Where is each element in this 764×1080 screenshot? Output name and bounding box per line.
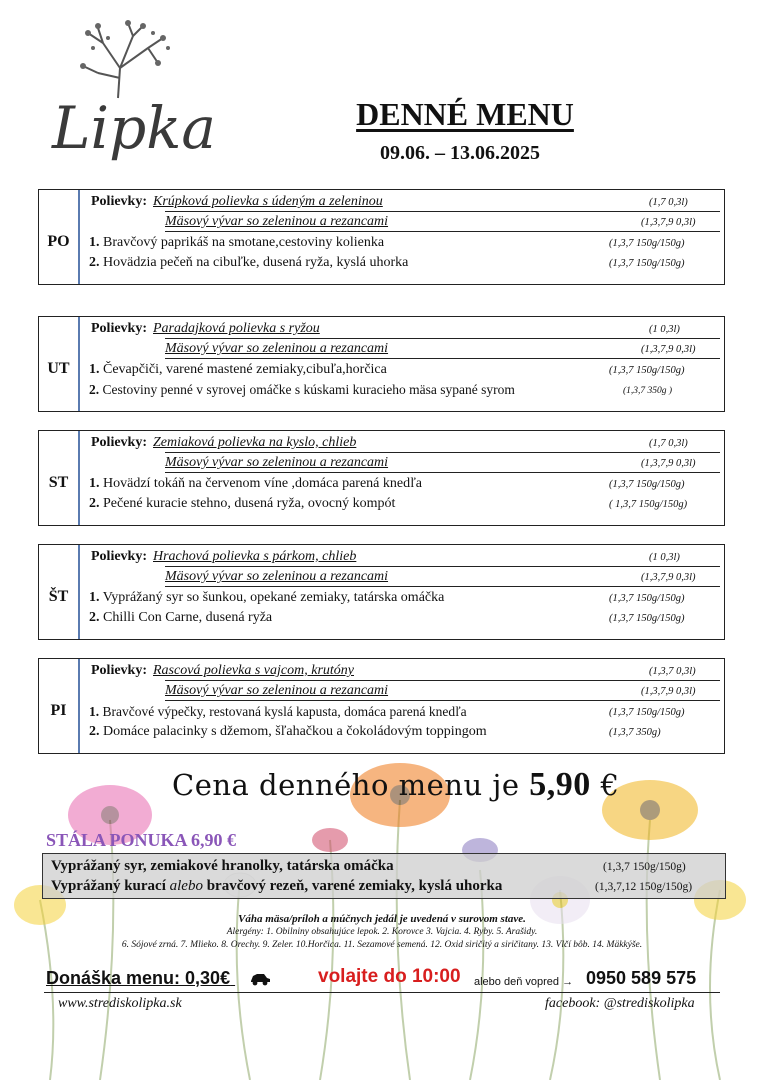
soup-1: Rascová polievka s vajcom, krutóny [153, 663, 354, 678]
dish-row-1 [89, 235, 384, 251]
dish-1: Bravčový paprikáš na smotane,cestoviny kolienka [103, 235, 385, 250]
delivery-text: Donáška menu: 0,30€ [46, 968, 231, 988]
day-label: PI [50, 702, 67, 719]
soup-row-2 [165, 214, 388, 230]
delivery-price [46, 968, 271, 989]
day-block [38, 658, 725, 754]
dish-row-1 [89, 704, 467, 720]
dish-1: Vyprážaný syr so šunkou, opekané zemiaky, tatárska omáčka [102, 590, 445, 605]
soup-label: Polievky: [91, 663, 147, 678]
dish-2: Hovädzia pečeň na cibuľke, dusená ryža, kyslá uhorka [103, 255, 409, 270]
dish-2-number: 2. [89, 255, 100, 270]
soup-2-allergens: (1,3,7,9 0,3l) [641, 572, 696, 583]
day-label: UT [47, 360, 70, 377]
dish-row-1 [89, 590, 444, 606]
soup-underline [165, 211, 720, 212]
soup-underline [165, 680, 720, 681]
day-label: ST [48, 474, 69, 491]
soup-1: Hrachová polievka s párkom, chlieb [153, 549, 357, 564]
call-deadline: volajte do 10:00 [318, 966, 461, 987]
day-divider [78, 317, 80, 411]
soup-label: Polievky: [91, 321, 147, 336]
day-divider [78, 659, 80, 753]
soup-row-1 [91, 194, 383, 210]
soup-underline [165, 700, 720, 701]
price-text: Cena denného menu je [172, 768, 520, 802]
soup-1-allergens: (1 0,3l) [649, 552, 680, 563]
soup-row-2 [165, 455, 388, 471]
menu-price-line [172, 766, 619, 804]
call-advance: alebo deň vopred → [474, 976, 574, 988]
dish-1-number: 1. [89, 476, 100, 491]
stala-ponuka-box [42, 853, 726, 899]
stala-item-2 [51, 878, 502, 895]
stala-item-2-part-a: Vyprážaný kurací [51, 878, 166, 894]
soup-2-allergens: (1,3,7,9 0,3l) [641, 686, 696, 697]
soup-2: Mäsový vývar so zeleninou a rezancami [165, 455, 389, 470]
stala-item-1: Vyprážaný syr, zemiakové hranolky, tatárska omáčka [51, 858, 394, 874]
stala-ponuka-title: STÁLA PONUKA 6,90 € [46, 830, 237, 850]
allergen-list-2: 6. Sójové zrná. 7. Mlieko. 8. Orechy. 9. Zeler. 10.Horčica. 11. Sezamové semená. 12. Oxid siričitý a siričitany. 13. Vlčí bôb. 14. Mäkkýše. [121, 940, 643, 950]
dish-2-allergens: (1,3,7 150g/150g) [609, 258, 685, 269]
dish-1-number: 1. [89, 235, 100, 250]
allergen-list-1: Alergény: 1. Obilniny obsahujúce lepok. 2. Korovce 3. Vajcia. 4. Ryby. 5. Arašidy. [226, 927, 538, 937]
weight-note: Váha mäsa/príloh a múčnych jedál je uvedená v surovom stave. [238, 913, 526, 925]
soup-label: Polievky: [91, 435, 147, 450]
stala-item-1-allergens: (1,3,7 150g/150g) [603, 861, 686, 873]
dish-row-1 [89, 362, 387, 378]
dish-2-number: 2. [89, 496, 100, 511]
soup-2-allergens: (1,3,7,9 0,3l) [641, 458, 696, 469]
dish-row-2 [89, 724, 487, 740]
soup-underline [165, 231, 720, 232]
dish-1-number: 1. [89, 362, 100, 377]
dish-2-number: 2. [89, 382, 100, 397]
soup-1-allergens: (1,7 0,3l) [649, 438, 688, 449]
dish-1-allergens: (1,3,7 150g/150g) [609, 707, 685, 718]
soup-1: Paradajková polievka s ryžou [153, 321, 320, 336]
dish-row-1 [89, 476, 422, 492]
soup-underline [165, 566, 720, 567]
day-block [38, 189, 725, 285]
dish-2: Domáce palacinky s džemom, šľahačkou a čokoládovým toppingom [103, 724, 487, 739]
day-block [38, 316, 725, 412]
day-divider [78, 431, 80, 525]
phone-number[interactable]: 0950 589 575 [586, 968, 697, 988]
soup-row-1 [91, 321, 320, 337]
soup-2: Mäsový vývar so zeleninou a rezancami [165, 214, 389, 229]
day-block [38, 544, 725, 640]
soup-2: Mäsový vývar so zeleninou a rezancami [165, 569, 389, 584]
stala-item-2-allergens: (1,3,7,12 150g/150g) [595, 881, 693, 893]
soup-1-allergens: (1 0,3l) [649, 324, 680, 335]
dish-row-2 [89, 255, 408, 271]
dish-2-allergens: (1,3,7 350g) [609, 727, 661, 738]
soup-1: Krúpková polievka s údeným a zeleninou [153, 194, 383, 209]
dish-1: Bravčové výpečky, restovaná kyslá kapusta, domáca parená knedľa [102, 704, 467, 719]
dish-2-allergens: (1,3,7 150g/150g) [609, 613, 685, 624]
soup-label: Polievky: [91, 194, 147, 209]
soup-underline [165, 586, 720, 587]
soup-underline [165, 358, 720, 359]
dish-2: Cestoviny penné v syrovej omáčke s kúskami kuracieho mäsa sypané syrom [102, 382, 515, 397]
day-block [38, 430, 725, 526]
stala-item-2-alebo: alebo [169, 878, 203, 894]
dish-1-allergens: (1,3,7 150g/150g) [609, 365, 685, 376]
dish-1: Hovädzí tokáň na červenom víne ,domáca parená knedľa [103, 476, 422, 491]
dish-row-2 [89, 610, 272, 626]
day-divider [78, 545, 80, 639]
soup-1: Zemiaková polievka na kyslo, chlieb [153, 435, 357, 450]
soup-label: Polievky: [91, 549, 147, 564]
menu-title: DENNÉ MENU [356, 96, 574, 132]
price-value: 5,90 [529, 766, 591, 803]
soup-2-allergens: (1,3,7,9 0,3l) [641, 344, 696, 355]
soup-row-1 [91, 549, 356, 565]
logo-text: Lipka [52, 94, 216, 162]
dish-1-allergens: (1,3,7 150g/150g) [609, 593, 685, 604]
dish-2: Chilli Con Carne, dusená ryža [103, 610, 273, 625]
soup-row-2 [165, 341, 388, 357]
price-currency: € [600, 768, 620, 802]
car-icon [249, 972, 271, 986]
day-divider [78, 190, 80, 284]
soup-row-2 [165, 683, 388, 699]
website-link[interactable]: www.strediskolipka.sk [58, 996, 182, 1011]
day-label: PO [47, 233, 70, 250]
dish-1: Čevapčiči, varené mastené zemiaky,cibuľa,horčica [103, 362, 387, 377]
dish-1-allergens: (1,3,7 150g/150g) [609, 238, 685, 249]
footer-divider [44, 992, 720, 993]
soup-underline [165, 452, 720, 453]
lipka-logo [48, 18, 238, 168]
soup-underline [165, 472, 720, 473]
soup-row-1 [91, 663, 354, 679]
soup-2: Mäsový vývar so zeleninou a rezancami [165, 683, 389, 698]
dish-1-number: 1. [89, 704, 100, 719]
menu-dates: 09.06. – 13.06.2025 [380, 142, 540, 164]
day-label: ŠT [48, 588, 69, 605]
soup-1-allergens: (1,7 0,3l) [649, 197, 688, 208]
soup-underline [165, 338, 720, 339]
dish-row-2 [89, 496, 395, 512]
dish-1-allergens: (1,3,7 150g/150g) [609, 479, 685, 490]
soup-2-allergens: (1,3,7,9 0,3l) [641, 217, 696, 228]
stala-item-2-part-b: bravčový rezeň, varené zemiaky, kyslá uhorka [206, 878, 503, 894]
dish-2-allergens: ( 1,3,7 150g/150g) [609, 499, 688, 510]
dish-2-number: 2. [89, 724, 100, 739]
facebook-link[interactable]: facebook: @strediskolipka [545, 996, 695, 1011]
dish-1-number: 1. [89, 590, 100, 605]
dish-row-2 [89, 382, 515, 398]
dish-2: Pečené kuracie stehno, dusená ryža, ovocný kompót [103, 496, 396, 511]
soup-row-1 [91, 435, 356, 451]
dish-2-number: 2. [89, 610, 100, 625]
soup-1-allergens: (1,3,7 0,3l) [649, 666, 696, 677]
soup-2: Mäsový vývar so zeleninou a rezancami [165, 341, 389, 356]
dish-2-allergens: (1,3,7 350g ) [623, 386, 673, 396]
soup-row-2 [165, 569, 388, 585]
